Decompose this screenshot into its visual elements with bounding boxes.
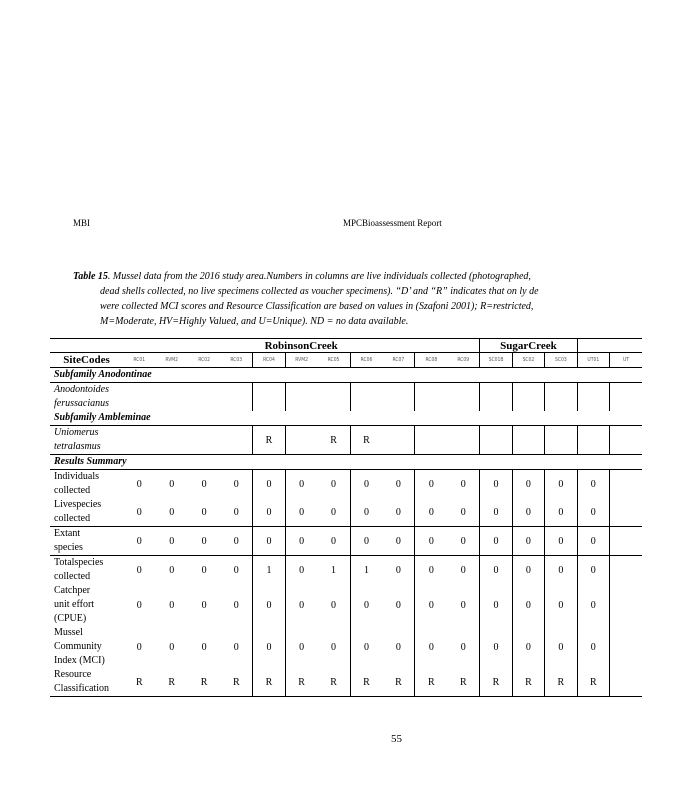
- results-value: 0: [233, 599, 239, 611]
- results-value: 0: [415, 556, 447, 585]
- species-value: R: [318, 426, 350, 455]
- results-value: 0: [201, 478, 207, 490]
- results-row: [50, 668, 642, 697]
- subfamily-row: [50, 411, 642, 426]
- results-value: 0: [480, 584, 512, 626]
- species-value: [350, 383, 382, 412]
- results-value: 0: [188, 527, 220, 556]
- species-row: [50, 426, 642, 455]
- results-value: 0: [512, 470, 544, 499]
- results-value: 0: [136, 478, 142, 490]
- site-code: RC08: [415, 353, 447, 368]
- results-title: Results Summary: [50, 455, 642, 470]
- results-value: 0: [415, 470, 447, 499]
- results-value: 0: [577, 626, 609, 668]
- results-value: R: [188, 668, 220, 697]
- species-value: [123, 426, 155, 455]
- site-code: UT: [610, 353, 642, 368]
- species-value: [415, 426, 447, 455]
- species-value: R: [253, 426, 285, 455]
- species-value: [382, 426, 414, 455]
- results-value: 0: [318, 498, 350, 527]
- results-value: 0: [395, 599, 401, 611]
- results-value: 1: [253, 556, 285, 585]
- results-value: R: [415, 668, 447, 697]
- results-value: 0: [331, 599, 337, 611]
- results-value: 0: [188, 498, 220, 527]
- results-row: [50, 556, 642, 585]
- species-value: [285, 383, 317, 412]
- results-value: 0: [285, 556, 317, 585]
- results-value: 0: [577, 584, 609, 626]
- results-value: 0: [545, 626, 577, 668]
- caption-label: Table 15: [73, 271, 108, 282]
- results-value: 0: [285, 470, 317, 499]
- results-value: 0: [220, 527, 252, 556]
- results-value: [610, 498, 642, 527]
- results-value: 0: [201, 599, 207, 611]
- site-code: RC03: [220, 353, 252, 368]
- results-value: 0: [136, 599, 142, 611]
- results-value: 0: [512, 584, 544, 626]
- caption-line: . Mussel data from the 2016 study area.Numbers in columns are live individuals collected (photographed,: [107, 271, 531, 282]
- results-value: 0: [415, 584, 447, 626]
- species-value: [545, 383, 577, 412]
- results-value: 0: [382, 527, 414, 556]
- species-value: [220, 426, 252, 455]
- results-value: 0: [285, 584, 317, 626]
- caption-line: were collected MCI scores and Resource Classification are based on values in (Szafoni 2001); R=restricted,: [100, 301, 534, 312]
- results-label: Catchper unit effort (CPUE): [54, 585, 95, 624]
- results-value: 0: [415, 527, 447, 556]
- results-row: [50, 584, 642, 626]
- site-code: SC03: [545, 353, 577, 368]
- site-code: RC04: [253, 353, 285, 368]
- results-value: [610, 527, 642, 556]
- results-value: 0: [253, 470, 285, 499]
- results-value: R: [545, 668, 577, 697]
- results-row: [50, 498, 642, 527]
- species-value: R: [350, 426, 382, 455]
- species-value: [545, 426, 577, 455]
- caption-line: dead shells collected, no live specimens collected as voucher specimens). “D’ and “R” indicates that on ly de: [100, 286, 539, 297]
- results-value: R: [512, 668, 544, 697]
- species-value: [155, 426, 187, 455]
- results-value: R: [123, 668, 155, 697]
- results-value: R: [220, 668, 252, 697]
- species-value: [480, 383, 512, 412]
- caption-line: M=Moderate, HV=Highly Valued, and U=Unique). ND = no data available.: [100, 316, 409, 327]
- results-label: Mussel Community Index (MCI): [54, 627, 105, 666]
- site-code: UT01: [577, 353, 609, 368]
- group-header-row: [50, 339, 642, 353]
- site-code: RVM2: [285, 353, 317, 368]
- species-name: Anodontoides ferussacianus: [54, 384, 109, 409]
- results-value: 0: [512, 527, 544, 556]
- results-value: 0: [460, 478, 466, 490]
- species-value: [577, 383, 609, 412]
- species-value: [512, 383, 544, 412]
- results-value: 1: [350, 556, 382, 585]
- results-label: Livespecies collected: [50, 498, 123, 527]
- results-value: 0: [155, 527, 187, 556]
- results-value: 0: [155, 498, 187, 527]
- results-value: 1: [331, 564, 337, 576]
- site-code: SC01B: [480, 353, 512, 368]
- results-value: 0: [577, 556, 609, 585]
- results-value: 0: [169, 599, 175, 611]
- results-value: R: [285, 668, 317, 697]
- species-value: [285, 426, 317, 455]
- species-value: [220, 383, 252, 412]
- results-value: 0: [285, 626, 317, 668]
- species-value: [188, 426, 220, 455]
- results-value: 0: [169, 564, 175, 576]
- results-value: [610, 626, 642, 668]
- results-value: 0: [480, 470, 512, 499]
- results-value: 0: [136, 564, 142, 576]
- results-value: 0: [512, 498, 544, 527]
- results-value: 0: [136, 641, 142, 653]
- results-value: 0: [577, 527, 609, 556]
- results-value: 0: [415, 498, 447, 527]
- results-value: 0: [447, 527, 480, 556]
- results-value: 0: [395, 641, 401, 653]
- results-value: 0: [253, 498, 285, 527]
- results-value: 0: [480, 527, 512, 556]
- results-value: 0: [460, 564, 466, 576]
- species-value: [253, 383, 285, 412]
- species-value: [577, 426, 609, 455]
- running-header-title: MPCBioassessment Report: [343, 218, 442, 228]
- results-value: 0: [285, 498, 317, 527]
- results-value: R: [447, 668, 480, 697]
- results-value: 0: [577, 470, 609, 499]
- site-code: RC01: [123, 353, 155, 368]
- results-value: 0: [382, 498, 414, 527]
- results-row: [50, 470, 642, 499]
- site-code: RC05: [318, 353, 350, 368]
- species-value: [610, 383, 642, 412]
- results-value: 0: [350, 626, 382, 668]
- results-value: 0: [201, 641, 207, 653]
- results-value: 0: [350, 470, 382, 499]
- results-value: 0: [331, 478, 337, 490]
- results-title-row: [50, 455, 642, 470]
- species-value: [610, 426, 642, 455]
- results-label: Individuals collected: [54, 471, 99, 496]
- results-value: 0: [512, 556, 544, 585]
- results-value: 0: [460, 599, 466, 611]
- subfamily-row: [50, 368, 642, 383]
- results-value: [610, 556, 642, 585]
- species-value: [447, 426, 480, 455]
- results-value: 0: [395, 564, 401, 576]
- results-value: 0: [460, 641, 466, 653]
- site-code: SC02: [512, 353, 544, 368]
- results-value: 0: [233, 564, 239, 576]
- species-name: Uniomerus tetralasmus: [50, 426, 123, 455]
- group-header: RobinsonCreek: [123, 339, 480, 353]
- results-value: 0: [350, 584, 382, 626]
- results-value: 0: [545, 527, 577, 556]
- species-value: [447, 383, 480, 412]
- results-value: 0: [545, 470, 577, 499]
- results-value: R: [480, 668, 512, 697]
- results-value: R: [318, 668, 350, 697]
- species-value: [480, 426, 512, 455]
- results-value: R: [577, 668, 609, 697]
- table-caption: [73, 269, 693, 329]
- species-value: [382, 383, 414, 412]
- results-value: 0: [577, 498, 609, 527]
- results-value: 0: [545, 498, 577, 527]
- site-codes-row: [50, 353, 642, 368]
- page-number: 55: [391, 733, 402, 745]
- results-value: 0: [415, 626, 447, 668]
- results-value: 0: [285, 527, 317, 556]
- results-value: R: [382, 668, 414, 697]
- results-value: 0: [480, 556, 512, 585]
- results-value: R: [155, 668, 187, 697]
- running-header-left: MBI: [73, 218, 91, 228]
- species-value: [512, 426, 544, 455]
- species-value: [123, 383, 155, 412]
- site-code: RVM2: [155, 353, 187, 368]
- results-value: 0: [350, 498, 382, 527]
- species-row: [50, 383, 642, 412]
- mussel-data-table: [50, 338, 642, 697]
- site-code: RC06: [350, 353, 382, 368]
- results-value: 0: [253, 584, 285, 626]
- site-code: RC07: [382, 353, 414, 368]
- results-value: 0: [545, 556, 577, 585]
- results-value: 0: [253, 527, 285, 556]
- results-value: 0: [169, 478, 175, 490]
- species-value: [188, 383, 220, 412]
- results-row: [50, 527, 642, 556]
- results-value: 0: [447, 498, 480, 527]
- subfamily-title: Subfamily Ambleminae: [50, 411, 642, 426]
- species-value: [318, 383, 350, 412]
- species-value: [155, 383, 187, 412]
- results-value: 0: [480, 498, 512, 527]
- results-value: 0: [331, 641, 337, 653]
- results-value: [610, 470, 642, 499]
- results-value: [610, 668, 642, 697]
- group-header-empty: [577, 339, 642, 353]
- results-row: [50, 626, 642, 668]
- results-label: Totalspecies collected: [54, 557, 104, 582]
- results-value: 0: [318, 527, 350, 556]
- results-value: 0: [233, 641, 239, 653]
- results-value: 0: [233, 478, 239, 490]
- results-value: [610, 584, 642, 626]
- results-value: 0: [123, 498, 155, 527]
- results-value: 0: [545, 584, 577, 626]
- group-header: SugarCreek: [480, 339, 577, 353]
- results-value: 0: [123, 527, 155, 556]
- results-value: 0: [350, 527, 382, 556]
- results-value: 0: [253, 626, 285, 668]
- species-value: [415, 383, 447, 412]
- results-value: R: [350, 668, 382, 697]
- site-codes-label: SiteCodes: [50, 353, 123, 368]
- results-value: 0: [169, 641, 175, 653]
- results-label: Resource Classification: [50, 668, 123, 697]
- results-value: 0: [201, 564, 207, 576]
- results-label: Extant species: [50, 527, 123, 556]
- site-code: RC09: [447, 353, 480, 368]
- results-value: R: [253, 668, 285, 697]
- results-value: 0: [512, 626, 544, 668]
- results-value: 0: [480, 626, 512, 668]
- results-value: 0: [220, 498, 252, 527]
- results-value: 0: [395, 478, 401, 490]
- subfamily-title: Subfamily Anodontinae: [50, 368, 642, 383]
- site-code: RC02: [188, 353, 220, 368]
